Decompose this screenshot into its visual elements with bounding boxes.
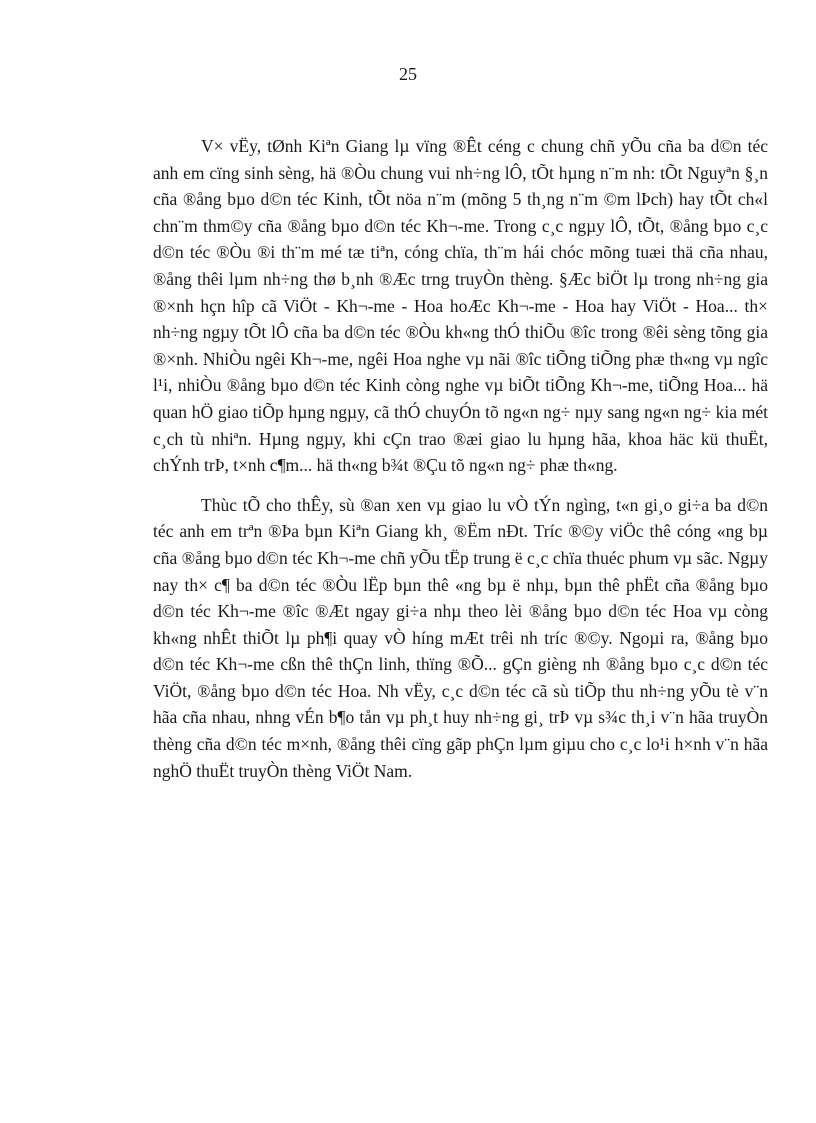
paragraph-2: Thùc tÕ cho thÊy, sù ®an xen vµ giao lu vÒ tÝn ngìng, t«n gi¸o gi÷a ba d©n téc anh em trªn ®Þa bµn Kiªn Giang kh¸ ®Ëm nÐt. Tríc ®©y viÖc thê cóng «ng bµ cña ®ång bµo d©n téc Kh¬-me chñ yÕu tËp trung ë c¸c chïa thuéc phum vµ sãc. Ngµy nay th× c¶ ba d©n téc ®Òu lËp bµn thê «ng bµ ë nhµ, bµn thê phËt cña ®ång bµo d©n téc Kh¬-me ®îc ®Æt ngay gi÷a nhµ theo lèi ®ång bµo d©n téc Hoa vµ còng kh«ng nhÊt thiÕt lµ ph¶i quay vÒ híng mÆt trêi nh tríc ®©y. Ngoµi ra, ®ång bµo d©n téc Kh¬-me cßn thê thÇn linh, thïng ®Õ... gÇn gièng nh ®ång bµo c¸c d©n téc ViÖt, ®ång bµo d©n téc Hoa. Nh vËy, c¸c d©n téc cã sù tiÕp thu nh÷ng yÕu tè v¨n hãa cña nhau, nhng vÉn b¶o tån vµ ph¸t huy nh÷ng gi¸ trÞ vµ s¾c th¸i v¨n hãa truyÒn thèng cña d©n téc m×nh, ®ång thêi cïng gãp phÇn lµm giµu cho c¸c lo¹i h×nh v¨n hãa nghÖ thuËt truyÒn thèng ViÖt Nam. [153,494,768,781]
page-number: 25 [399,64,417,84]
paragraph-1: V× vËy, tØnh Kiªn Giang lµ vïng ®Êt céng c chung chñ yÕu cña ba d©n téc anh em cïng sinh sèng, hä ®Òu chung vui nh÷ng lÔ, tÕt hµng n¨m nh: tÕt Nguyªn §¸n cña ®ång bµo d©n téc Kinh, tÕt nöa n¨m (mõng 5 th¸ng n¨m ©m lÞch) hay tÕt ch«l chn¨m thm©y cña ®ång bµo d©n téc Kh¬-me. Trong c¸c ngµy lÔ, tÕt, ®ång bµo c¸c d©n téc ®Òu ®i th¨m mé tæ tiªn, cóng chïa, th¨m hái chóc mõng tuæi thä cña nhau, ®ång thêi lµm nh÷ng thø b¸nh ®Æc trng truyÒn thèng. §Æc biÖt lµ trong nh÷ng gia ®×nh hçn hîp cã ViÖt - Kh¬-me - Hoa hoÆc Kh¬-me - Hoa hay ViÖt - Hoa... th× nh÷ng ngµy tÕt lÔ cña ba d©n téc ®Òu kh«ng thÓ thiÕu ®îc trong ®êi sèng tõng gia ®×nh. NhiÒu ngêi Kh¬-me, ngêi Hoa nghe vµ nãi ®îc tiÕng tiÕng phæ th«ng vµ ngîc l¹i, nhiÒu ®ång bµo d©n téc Kinh còng nghe vµ biÕt tiÕng Kh¬-me, tiÕng Hoa... hä quan hÖ giao tiÕp hµng ngµy, cã thÓ chuyÓn tõ ng«n ng÷ nµy sang ng«n ng÷ kia mét c¸ch tù nhiªn. Hµng ngµy, khi cÇn trao ®æi giao lu hµng hãa, khoa häc kü thuËt, chÝnh trÞ, t×nh c¶m... hä th«ng b¾t ®Çu tõ ng«n ng÷ phæ th«ng. [153,136,768,476]
body-text [153,133,768,784]
